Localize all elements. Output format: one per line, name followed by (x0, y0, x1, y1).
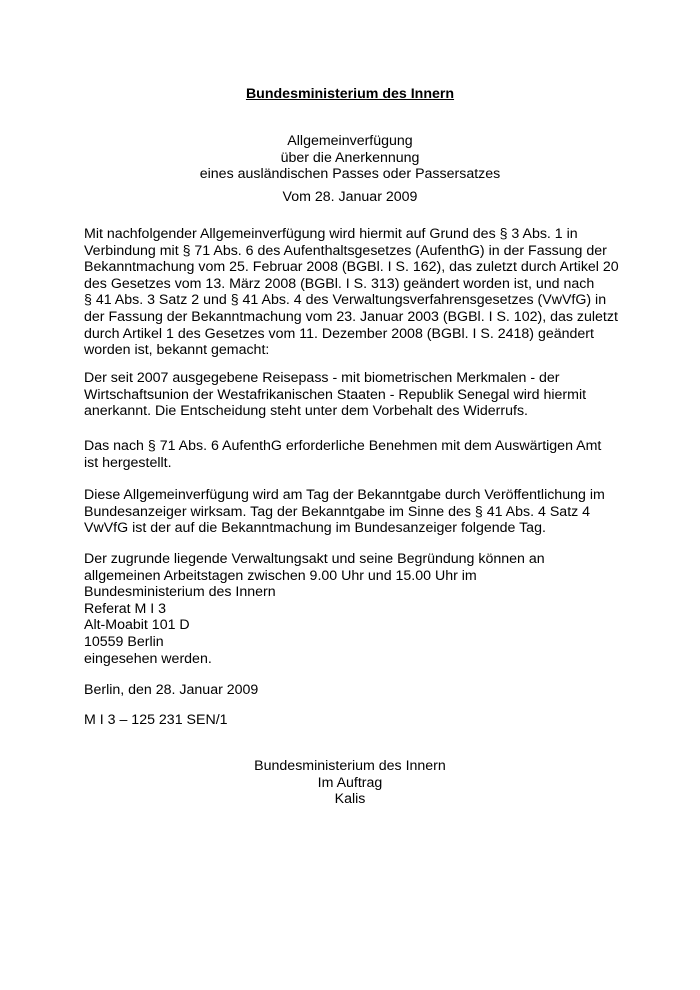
text-line: Der zugrunde liegende Verwaltungsakt und seine Begründung können an (84, 551, 545, 567)
text-line: Mit nachfolgender Allgemeinverfügung wird hiermit auf Grund des § 3 Abs. 1 in (84, 226, 578, 242)
text-line: eingesehen werden. (84, 650, 212, 667)
text-line: Diese Allgemeinverfügung wird am Tag der Bekanntgabe durch Veröffentlichung im (84, 487, 605, 503)
document-heading: Bundesministerium des Innern (245, 86, 455, 102)
text-line: anerkannt. Die Entscheidung steht unter dem Vorbehalt des Widerrufs. (84, 403, 529, 420)
text-line: ist hergestellt. (84, 454, 172, 471)
paragraph-consultation (84, 438, 624, 471)
paragraph-effective-date (84, 487, 624, 537)
text-line: Bundesanzeiger wirksam. Tag der Bekanntgabe im Sinne des § 41 Abs. 4 Satz 4 (84, 503, 591, 520)
title-line: Allgemeinverfügung (287, 133, 413, 149)
paragraph-recognition (84, 370, 624, 420)
reference-number: M I 3 – 125 231 SEN/1 (84, 712, 228, 728)
text-line: worden ist, bekannt gemacht: (84, 342, 270, 359)
text-line: Alt-Moabit 101 D (84, 617, 190, 634)
text-line: Bekanntmachung vom 25. Februar 2008 (BGBl. I S. 162), das zuletzt durch Artikel 20 (84, 259, 619, 276)
text-line: Referat M I 3 (84, 600, 167, 617)
text-line: der Fassung der Bekanntmachung vom 23. Januar 2003 (BGBl. I S. 102), das zuletzt (84, 308, 618, 325)
signature-block (0, 758, 700, 808)
text-line: VwVfG ist der auf die Bekanntmachung im Bundesanzeiger folgende Tag. (84, 520, 546, 537)
text-line: 10559 Berlin (84, 633, 164, 650)
document-date: Vom 28. Januar 2009 (282, 189, 418, 205)
signature-line: Kalis (334, 791, 366, 808)
document-title (0, 133, 700, 183)
text-line: Das nach § 71 Abs. 6 AufenthG erforderliche Benehmen mit dem Auswärtigen Amt (84, 438, 602, 454)
signature-line: Im Auftrag (317, 774, 383, 791)
text-line: durch Artikel 1 des Gesetzes vom 11. Dezember 2008 (BGBl. I S. 2418) geändert (84, 325, 594, 342)
paragraph-inspection (84, 551, 624, 667)
signature-line: Bundesministerium des Innern (254, 758, 446, 774)
text-line: Bundesministerium des Innern (84, 584, 276, 601)
text-line: allgemeinen Arbeitstagen zwischen 9.00 Uhr und 15.00 Uhr im (84, 567, 477, 584)
text-line: Wirtschaftsunion der Westafrikanischen Staaten - Republik Senegal wird hiermit (84, 386, 587, 403)
text-line: § 41 Abs. 3 Satz 2 und § 41 Abs. 4 des Verwaltungsverfahrensgesetzes (VwVfG) in (84, 292, 607, 309)
title-line: eines ausländischen Passes oder Passersatzes (199, 166, 501, 183)
text-line: des Gesetzes vom 13. März 2008 (BGBl. I S. 313) geändert worden ist, und nach (84, 275, 595, 292)
title-line: über die Anerkennung (280, 149, 420, 166)
paragraph-legal-basis (84, 226, 624, 359)
text-line: Der seit 2007 ausgegebene Reisepass - mit biometrischen Merkmalen - der (84, 370, 560, 386)
place-and-date: Berlin, den 28. Januar 2009 (84, 682, 259, 698)
text-line: Verbindung mit § 71 Abs. 6 des Aufenthaltsgesetzes (AufenthG) in der Fassung der (84, 242, 607, 259)
